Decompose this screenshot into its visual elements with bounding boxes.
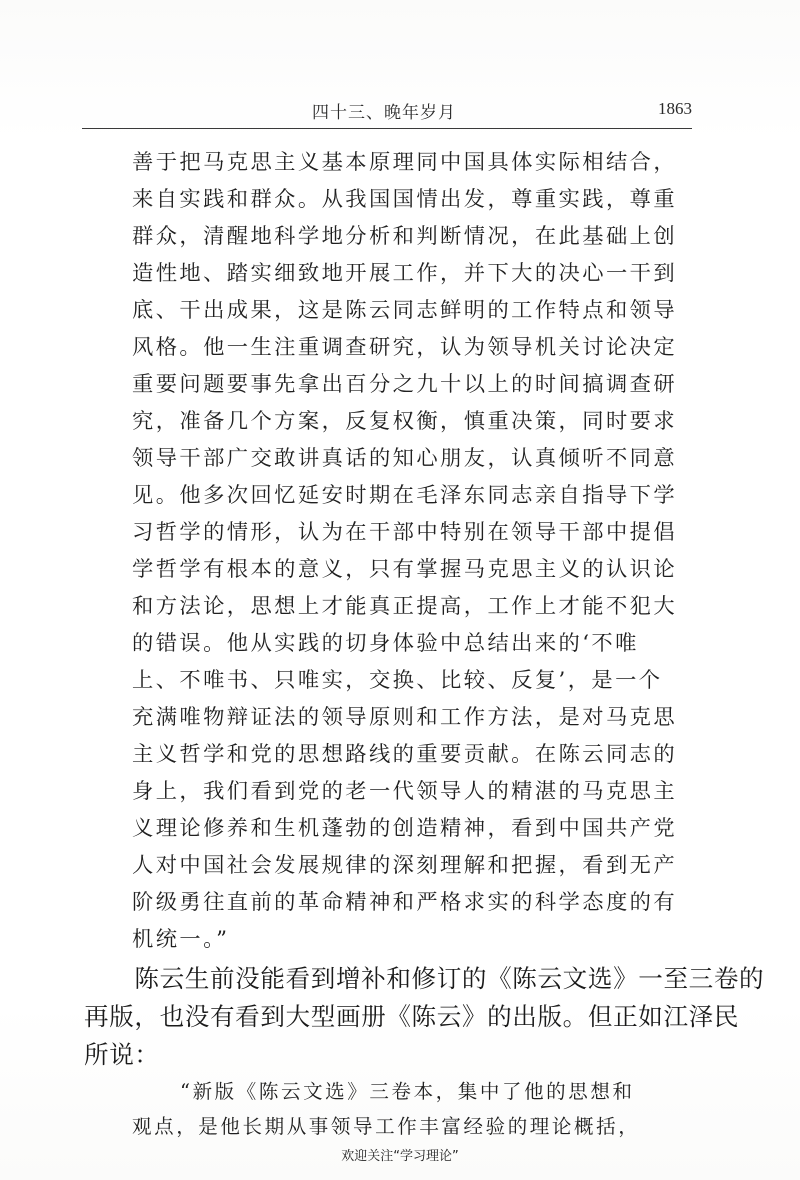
- quote-line: 造性地、踏实细致地开展工作，并下大的决心一干到: [132, 261, 678, 286]
- quote-line: 和方法论，思想上才能真正提高，工作上才能不犯大: [132, 594, 678, 619]
- quote-line: 机统一。”: [132, 927, 230, 952]
- body-line: 陈云生前没能看到增补和修订的《陈云文选》一至三卷的: [84, 964, 765, 993]
- quote-line: 主义哲学和党的思想路线的重要贡献。在陈云同志的: [132, 742, 678, 767]
- quote-line: 群众，清醒地科学地分析和判断情况，在此基础上创: [132, 224, 678, 249]
- quote-line: 来自实践和群众。从我国国情出发，尊重实践，尊重: [132, 187, 678, 212]
- quote-line: 底、干出成果，这是陈云同志鲜明的工作特点和领导: [132, 298, 678, 323]
- quote-line: 阶级勇往直前的革命精神和严格求实的科学态度的有: [132, 890, 678, 915]
- quote-line: 的错误。他从实践的切身体验中总结出来的‘不唯: [132, 631, 639, 656]
- indented-quote-line: “新版《陈云文选》三卷本，集中了他的思想和: [180, 1080, 635, 1103]
- indented-quote-line: 观点，是他长期从事领导工作丰富经验的理论概括，: [132, 1115, 641, 1138]
- page-number: 1863: [658, 99, 692, 118]
- quote-line: 见。他多次回忆延安时期在毛泽东同志亲自指导下学: [132, 483, 678, 508]
- quote-line: 领导干部广交敢讲真话的知心朋友，认真倾听不同意: [132, 446, 678, 471]
- quote-line: 风格。他一生注重调查研究，认为领导机关讨论决定: [132, 335, 678, 360]
- header-rule: [82, 128, 692, 129]
- running-head: 四十三、晚年岁月: [312, 103, 456, 123]
- quote-line: 上、不唯书、只唯实，交换、比较、反复’，是一个: [132, 668, 663, 693]
- quote-line: 充满唯物辩证法的领导原则和工作方法，是对马克思: [132, 705, 678, 730]
- quote-line: 习哲学的情形，认为在干部中特别在领导干部中提倡: [132, 520, 678, 545]
- quote-line: 人对中国社会发展规律的深刻理解和把握，看到无产: [132, 853, 678, 878]
- quote-line: 学哲学有根本的意义，只有掌握马克思主义的认识论: [132, 557, 678, 582]
- body-line: 再版，也没有看到大型画册《陈云》的出版。但正如江泽民: [84, 1002, 740, 1031]
- quote-line: 善于把马克思主义基本原理同中国具体实际相结合，: [132, 150, 678, 175]
- quote-line: 身上，我们看到党的老一代领导人的精湛的马克思主: [132, 779, 678, 804]
- body-line: 所说：: [84, 1040, 160, 1069]
- footer-watermark: 欢迎关注“学习理论”: [341, 1149, 459, 1164]
- quote-line: 究，准备几个方案，反复权衡，慎重决策，同时要求: [132, 409, 678, 434]
- page-header: [82, 98, 692, 124]
- quote-line: 义理论修养和生机蓬勃的创造精神，看到中国共产党: [132, 816, 678, 841]
- quote-line: 重要问题要事先拿出百分之九十以上的时间搞调查研: [132, 372, 678, 397]
